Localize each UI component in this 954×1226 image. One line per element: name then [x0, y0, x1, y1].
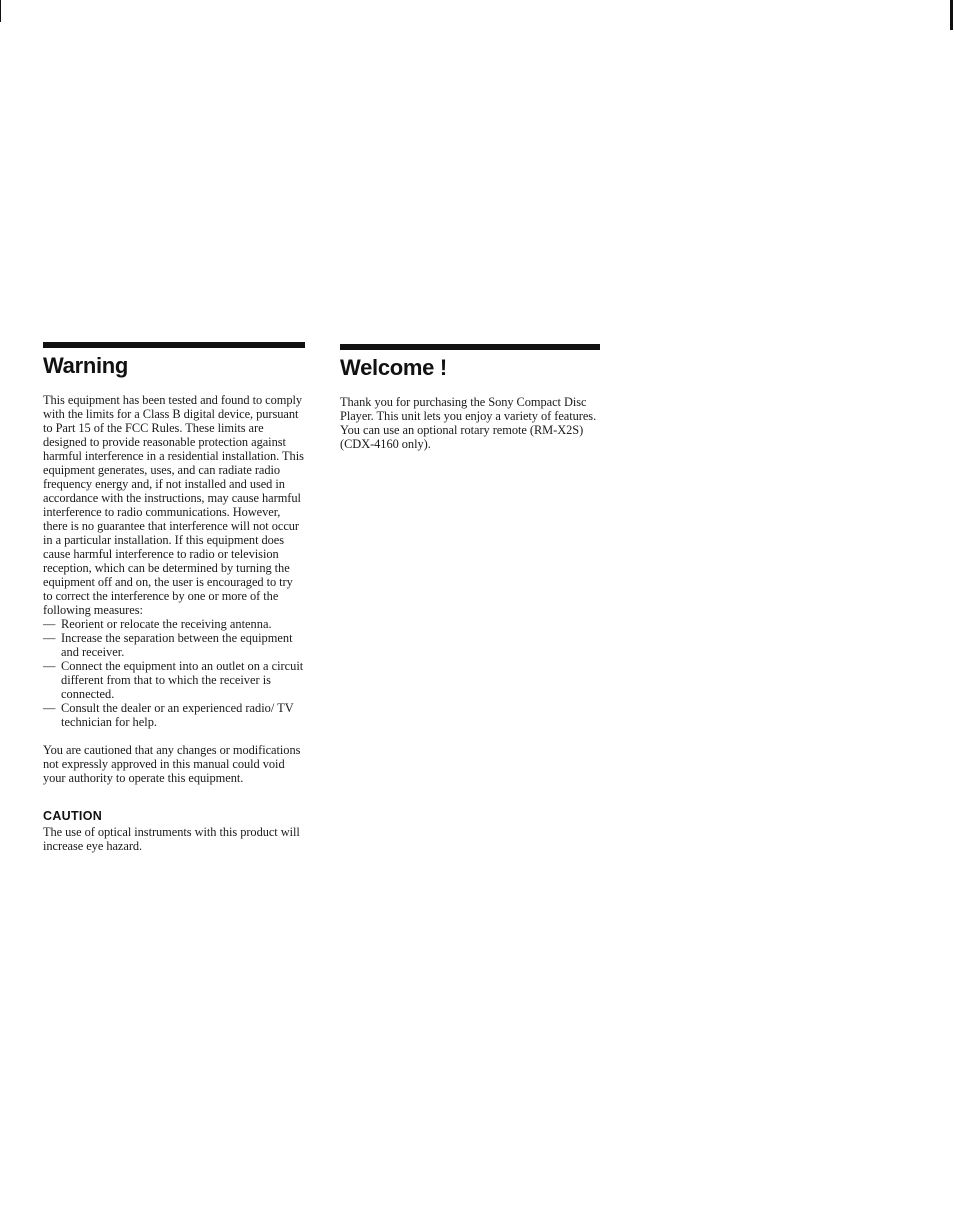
warning-intro-paragraph: This equipment has been tested and found to comply with the limits for a Class B digital device, pursuant to Part 15 of the FCC Rules. These limits are designed to provide reasonable protection against harmful interference in a residential installation. This equipment generates, uses, and can radiate radio frequency energy and, if not installed and used in accordance with the instructions, may cause harmful interference to radio communications. However, there is no guarantee that interference will not occur in a particular installation. If this equipment does cause harmful interference to radio or television reception, which can be determined by turning the equipment off and on, the user is encouraged to try to correct the interference by one or more of the following measures:: [43, 393, 304, 617]
measure-item: [43, 701, 305, 729]
welcome-heading: Welcome !: [340, 355, 447, 380]
welcome-paragraph: Thank you for purchasing the Sony Compact Disc Player. This unit lets you enjoy a variety of features. You can use an optional rotary remote (RM-X2S) (CDX-4160 only).: [340, 395, 597, 451]
scan-edge-mark-right: [950, 0, 953, 30]
caution-text: The use of optical instruments with this product will increase eye hazard.: [43, 825, 300, 853]
measure-item: [43, 659, 305, 701]
modification-caution-paragraph: You are cautioned that any changes or modifications not expressly approved in this manual could void your authority to operate this equipment.: [43, 743, 301, 785]
scan-edge-mark-left: [0, 0, 1, 22]
measure-text: Increase the separation between the equipment and receiver.: [61, 631, 293, 659]
welcome-heading-rule: [340, 344, 600, 350]
dash-bullet: —: [43, 701, 56, 715]
measure-text: Reorient or relocate the receiving antenna.: [61, 617, 272, 631]
measure-text: Consult the dealer or an experienced radio/ TV technician for help.: [61, 701, 294, 729]
measure-item: [43, 617, 305, 631]
warning-heading-rule: [43, 342, 305, 348]
measure-item: [43, 631, 305, 659]
interference-measures-list: [43, 617, 305, 729]
measure-text: Connect the equipment into an outlet on a circuit different from that to which the receiver is connected.: [61, 659, 304, 701]
dash-bullet: —: [43, 617, 56, 631]
dash-bullet: —: [43, 659, 56, 673]
warning-section: [43, 342, 305, 853]
dash-bullet: —: [43, 631, 56, 645]
warning-heading: Warning: [43, 353, 129, 378]
caution-heading: CAUTION: [43, 809, 103, 823]
welcome-section: [340, 344, 602, 451]
